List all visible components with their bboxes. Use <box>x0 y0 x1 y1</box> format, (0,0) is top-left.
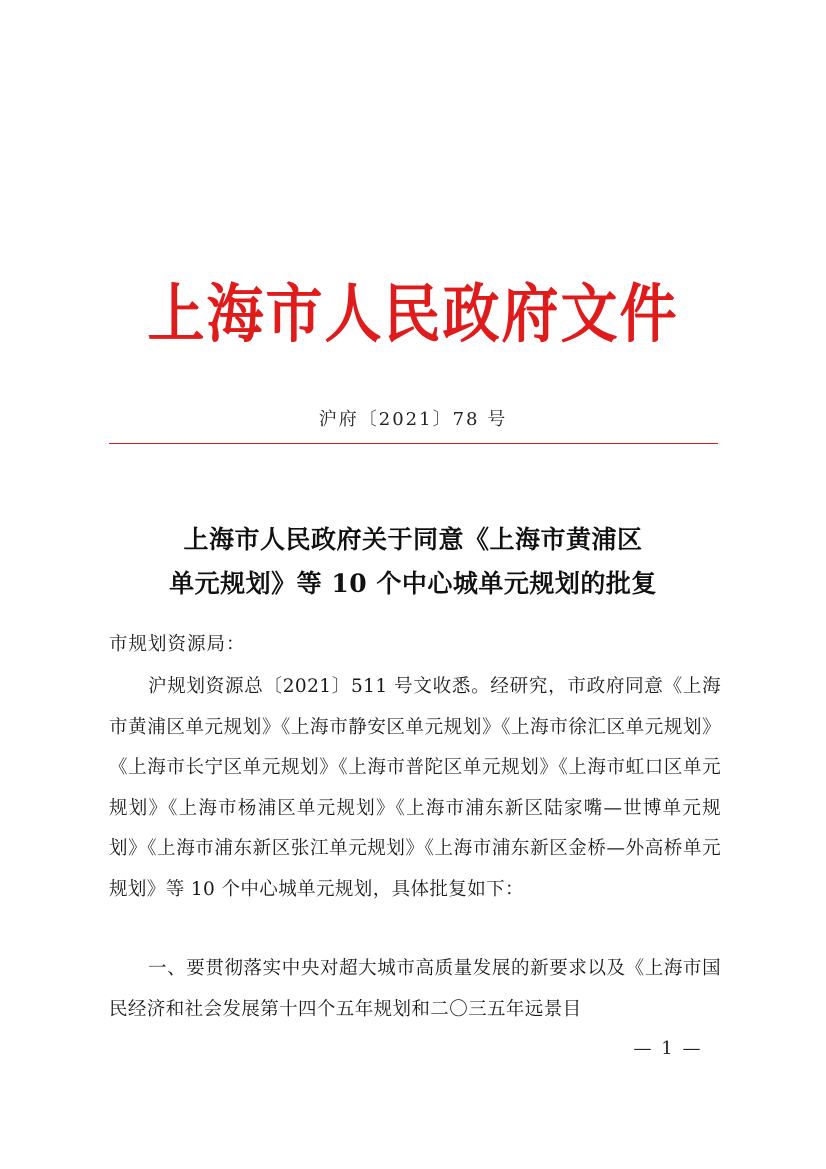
body-paragraph-2: 一、要贯彻落实中央对超大城市高质量发展的新要求以及《上海市国民经济和社会发展第十四个五年规划和二〇三五年远景目 <box>109 958 721 1020</box>
document-number: 沪府〔2021〕78 号 <box>318 409 508 430</box>
body-paragraph-1: 沪规划资源总〔2021〕511 号文收悉。经研究，市政府同意《上海市黄浦区单元规划》《上海市静安区单元规划》《上海市徐汇区单元规划》《上海市长宁区单元规划》《上海市普陀区单元规划》《上海市虹口区单元规划》《上海市杨浦区单元规划》《上海市浦东新区陆家嘴—世博单元规划》《上海市浦东新区张江单元规划》《上海市浦东新区金桥—外高桥单元规划》等 10 个中心城单元规划，具体批复如下： <box>109 676 721 900</box>
page-number: — 1 — <box>633 1038 703 1059</box>
issuer-masthead: 上海市人民政府文件 <box>147 276 679 352</box>
red-divider-line <box>109 443 718 444</box>
title-line-2: 单元规划》等 10 个中心城单元规划的批复 <box>169 569 657 598</box>
title-line-1: 上海市人民政府关于同意《上海市黄浦区 <box>183 525 643 554</box>
salutation: 市规划资源局： <box>109 634 246 655</box>
document-title <box>0 518 826 606</box>
